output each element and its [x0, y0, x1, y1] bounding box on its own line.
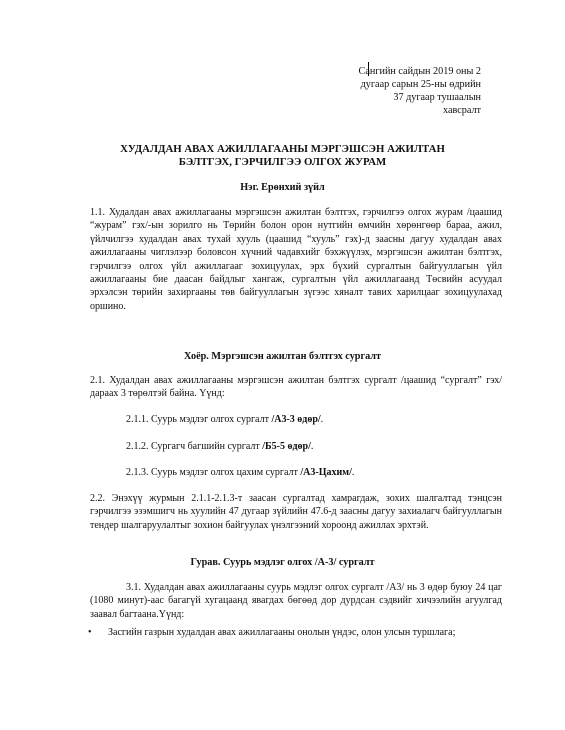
paragraph-2-1: 2.1. Худалдан авах ажиллагааны мэргэшсэн ажилтан бэлтгэх сургалт /цаашид “сургалт” гэх/ дараах 3 төрөлтэй байна. Үүнд:: [90, 375, 502, 400]
approval-line-4: хавсралт: [443, 105, 481, 116]
title-line-2: БЭЛТГЭХ, ГЭРЧИЛГЭЭ ОЛГОХ ЖУРАМ: [178, 156, 387, 168]
paragraph-3-1: 3.1. Худалдан авах ажиллагааны суурь мэдлэг олгох сургалт /А3/ нь 3 өдөр буюу 24 цаг (1080 минут)-аас багагүй хугацаанд явагдах бөгөөд дор дурдсан сэдвийг хичээлийн агуулгад заавал багтаана.Үүнд:: [90, 582, 502, 620]
approval-line-3: 37 дугаар тушаалын: [393, 92, 481, 103]
subitem-2-1-1: 2.1.1. Суурь мэдлэг олгох сургалт /А3-3 өдөр/.: [126, 414, 324, 425]
paragraph-2-2: 2.2. Энэхүү журмын 2.1.1-2.1.3-т заасан сургалтад хамрагдаж, зохих шалгалтад тэнцсэн гэрчилгээ эзэмшигч нь хуулийн 47 дугаар зүйлийн 47.6-д заасны дагуу захиалагч байгууллагын тендер шалгаруулалтыг зохион байгуулах үнэлгээний хороонд ажиллах эрхтэй.: [90, 493, 502, 531]
approval-line-1: Сангийн сайдын 2019 оны 2: [358, 66, 481, 77]
section-1-heading: Нэг. Ерөнхий зүйл: [240, 182, 325, 193]
paragraph-1-1: 1.1. Худалдан авах ажиллагааны мэргэшсэн ажилтан бэлтгэх, гэрчилгээ олгох журам /цаашид “журам” гэх/-ын зорилго нь Төрийн болон орон нутгийн өмчийн хөрөнгөөр бараа, ажил, үйлчилгээ худалдан авах тухай хууль (цаашид “хууль” гэх)-д заасны дагуу худалдан авах ажиллагааны чиглэлээр боловсон хүчний чадавхийг бэхжүүлэх, мэргэшсэн ажилтан бэлтгэх, гэрчилгээ олгох үйл ажиллагааг зохицуулах, эрх бүхий сургалтын байгууллагын үйл ажиллагааны бие даасан байдлыг хангаж, сургалтын үйл ажиллагаанд Төсвийн асуудал эрхэлсэн төрийн захиргааны төв байгууллагын зүгээс хяналт тавих харилцааг зохицуулахад оршино.: [90, 207, 502, 312]
subitem-2-1-2: 2.1.2. Сургагч багшийн сургалт /Б5-5 өдөр/.: [126, 441, 314, 452]
title-line-1: ХУДАЛДАН АВАХ АЖИЛЛАГААНЫ МЭРГЭШСЭН АЖИЛТАН: [120, 143, 445, 155]
bullet-icon: •: [88, 627, 92, 638]
bullet-item-1: Засгийн газрын худалдан авах ажиллагааны онолын үндэс, олон улсын туршлага;: [108, 627, 456, 638]
subitem-2-1-3: 2.1.3. Суурь мэдлэг олгох цахим сургалт /А3-Цахим/.: [126, 467, 355, 478]
section-2-heading: Хоёр. Мэргэшсэн ажилтан бэлтгэх сургалт: [183, 351, 381, 362]
section-3-heading: Гурав. Суурь мэдлэг олгох /А-3/ сургалт: [190, 557, 375, 568]
approval-line-2: дугаар сарын 25-ны өдрийн: [360, 79, 481, 90]
